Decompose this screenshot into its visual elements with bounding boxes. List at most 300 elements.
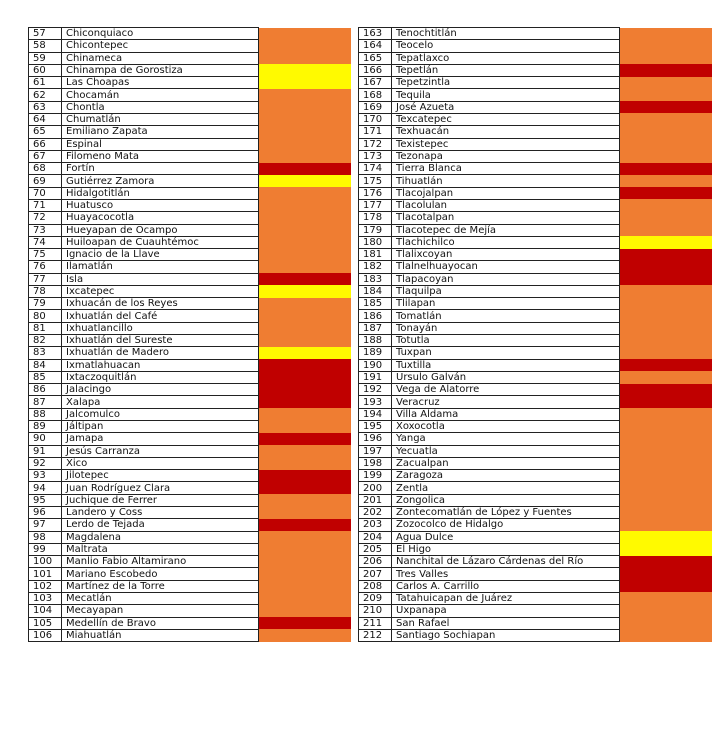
table-row <box>359 236 713 248</box>
table-row <box>29 482 352 494</box>
risk-level-swatch <box>620 531 713 543</box>
risk-level-swatch <box>620 519 713 531</box>
municipality-name: Tlaquilpa <box>392 285 620 297</box>
risk-level-swatch <box>259 64 352 76</box>
table-row <box>29 298 352 310</box>
municipality-name: Vega de Alatorre <box>392 384 620 396</box>
table-row <box>359 396 713 408</box>
municipality-number: 175 <box>359 175 392 187</box>
risk-level-swatch <box>259 445 352 457</box>
municipality-name: Jamapa <box>62 433 259 445</box>
municipality-number: 69 <box>29 175 62 187</box>
table-row <box>359 445 713 457</box>
municipality-number: 196 <box>359 433 392 445</box>
municipality-number: 72 <box>29 212 62 224</box>
municipality-number: 82 <box>29 335 62 347</box>
table-row <box>29 101 352 113</box>
table-body-left <box>29 28 352 642</box>
risk-level-swatch <box>259 126 352 138</box>
municipality-number: 163 <box>359 28 392 40</box>
table-row <box>359 556 713 568</box>
risk-level-swatch <box>620 421 713 433</box>
risk-level-swatch <box>620 89 713 101</box>
municipality-name: Maltrata <box>62 543 259 555</box>
municipality-number: 180 <box>359 236 392 248</box>
risk-level-swatch <box>620 347 713 359</box>
municipality-number: 173 <box>359 150 392 162</box>
table-row <box>29 187 352 199</box>
table-row <box>359 543 713 555</box>
municipality-name: Zontecomatlán de López y Fuentes <box>392 506 620 518</box>
table-row <box>359 163 713 175</box>
table-row <box>359 126 713 138</box>
risk-level-swatch <box>259 482 352 494</box>
table-row <box>359 150 713 162</box>
risk-level-swatch <box>620 150 713 162</box>
table-row <box>359 77 713 89</box>
municipality-number: 90 <box>29 433 62 445</box>
risk-level-swatch <box>259 629 352 641</box>
municipality-name: Fortín <box>62 163 259 175</box>
risk-level-swatch <box>259 298 352 310</box>
municipality-number: 167 <box>359 77 392 89</box>
table-row <box>29 28 352 40</box>
risk-level-swatch <box>620 52 713 64</box>
municipality-number: 168 <box>359 89 392 101</box>
municipality-number: 68 <box>29 163 62 175</box>
municipality-number: 60 <box>29 64 62 76</box>
municipality-number: 169 <box>359 101 392 113</box>
municipality-name: Tenochtitlán <box>392 28 620 40</box>
municipality-name: Tepatlaxco <box>392 52 620 64</box>
municipality-name: Jáltipan <box>62 421 259 433</box>
municipality-name: Tlapacoyan <box>392 273 620 285</box>
municipality-name: Chocamán <box>62 89 259 101</box>
municipality-name: Medellín de Bravo <box>62 617 259 629</box>
table-row <box>29 580 352 592</box>
table-row <box>359 310 713 322</box>
table-row <box>29 531 352 543</box>
municipality-name: Tomatlán <box>392 310 620 322</box>
municipality-name: Mecatlán <box>62 592 259 604</box>
table-row <box>359 592 713 604</box>
municipality-number: 172 <box>359 138 392 150</box>
municipality-number: 70 <box>29 187 62 199</box>
table-row <box>29 52 352 64</box>
municipality-number: 191 <box>359 371 392 383</box>
risk-level-swatch <box>259 384 352 396</box>
table-row <box>29 494 352 506</box>
municipality-name: Miahuatlán <box>62 629 259 641</box>
risk-level-swatch <box>259 224 352 236</box>
risk-level-swatch <box>620 445 713 457</box>
municipality-number: 205 <box>359 543 392 555</box>
municipality-name: Tlachichilco <box>392 236 620 248</box>
municipality-number: 84 <box>29 359 62 371</box>
table-row <box>359 617 713 629</box>
municipality-number: 195 <box>359 421 392 433</box>
risk-level-swatch <box>620 322 713 334</box>
risk-level-swatch <box>620 457 713 469</box>
risk-level-swatch <box>259 543 352 555</box>
table-row <box>359 470 713 482</box>
table-row <box>29 236 352 248</box>
municipality-name: Ixcatepec <box>62 285 259 297</box>
table-row <box>29 384 352 396</box>
risk-level-swatch <box>259 592 352 604</box>
risk-level-swatch <box>620 236 713 248</box>
risk-level-swatch <box>259 52 352 64</box>
table-row <box>359 605 713 617</box>
table-row <box>29 199 352 211</box>
table-row <box>359 384 713 396</box>
risk-level-swatch <box>259 199 352 211</box>
municipality-number: 63 <box>29 101 62 113</box>
risk-level-swatch <box>620 580 713 592</box>
table-row <box>359 506 713 518</box>
risk-level-swatch <box>620 77 713 89</box>
municipality-name: Juan Rodríguez Clara <box>62 482 259 494</box>
risk-level-swatch <box>259 371 352 383</box>
municipality-name: Huatusco <box>62 199 259 211</box>
risk-level-swatch <box>259 396 352 408</box>
table-row <box>29 445 352 457</box>
municipality-name: El Higo <box>392 543 620 555</box>
municipality-number: 200 <box>359 482 392 494</box>
risk-level-swatch <box>620 556 713 568</box>
risk-level-swatch <box>620 371 713 383</box>
table-row <box>359 347 713 359</box>
table-row <box>359 199 713 211</box>
risk-level-swatch <box>259 359 352 371</box>
municipality-number: 181 <box>359 249 392 261</box>
risk-level-swatch <box>620 494 713 506</box>
table-row <box>359 40 713 52</box>
table-row <box>359 113 713 125</box>
municipality-name: Chinampa de Gorostiza <box>62 64 259 76</box>
municipality-name: Landero y Coss <box>62 506 259 518</box>
table-row <box>359 580 713 592</box>
municipality-number: 106 <box>29 629 62 641</box>
risk-level-swatch <box>620 470 713 482</box>
municipality-number: 93 <box>29 470 62 482</box>
municipality-number: 61 <box>29 77 62 89</box>
municipality-number: 187 <box>359 322 392 334</box>
risk-level-swatch <box>620 249 713 261</box>
municipality-number: 176 <box>359 187 392 199</box>
municipality-name: Tlilapan <box>392 298 620 310</box>
risk-level-swatch <box>259 101 352 113</box>
municipality-number: 71 <box>29 199 62 211</box>
municipality-name: Villa Aldama <box>392 408 620 420</box>
table-row <box>359 359 713 371</box>
municipality-name: Ixhuacán de los Reyes <box>62 298 259 310</box>
municipality-number: 104 <box>29 605 62 617</box>
municipality-number: 100 <box>29 556 62 568</box>
municipality-number: 65 <box>29 126 62 138</box>
table-row <box>29 605 352 617</box>
municipality-name: Xico <box>62 457 259 469</box>
risk-level-swatch <box>259 28 352 40</box>
risk-level-swatch <box>620 433 713 445</box>
municipality-name: Espinal <box>62 138 259 150</box>
risk-level-swatch <box>620 273 713 285</box>
risk-level-swatch <box>620 629 713 641</box>
table-row <box>29 175 352 187</box>
table-row <box>359 531 713 543</box>
risk-level-swatch <box>620 359 713 371</box>
municipality-name: Jilotepec <box>62 470 259 482</box>
risk-level-swatch <box>620 617 713 629</box>
municipality-name: Tierra Blanca <box>392 163 620 175</box>
municipality-number: 91 <box>29 445 62 457</box>
municipality-number: 166 <box>359 64 392 76</box>
municipality-number: 197 <box>359 445 392 457</box>
municipality-name: Xalapa <box>62 396 259 408</box>
municipality-number: 64 <box>29 113 62 125</box>
risk-level-swatch <box>259 568 352 580</box>
municipality-number: 210 <box>359 605 392 617</box>
risk-level-swatch <box>259 335 352 347</box>
municipality-number: 174 <box>359 163 392 175</box>
municipality-number: 96 <box>29 506 62 518</box>
municipality-name: Tatahuicapan de Juárez <box>392 592 620 604</box>
municipality-number: 89 <box>29 421 62 433</box>
municipality-name: Martínez de la Torre <box>62 580 259 592</box>
risk-level-swatch <box>620 40 713 52</box>
municipality-table-right <box>358 27 712 642</box>
municipality-name: Carlos A. Carrillo <box>392 580 620 592</box>
table-row <box>29 519 352 531</box>
municipality-number: 79 <box>29 298 62 310</box>
municipality-name: Tlacojalpan <box>392 187 620 199</box>
risk-level-swatch <box>620 408 713 420</box>
municipality-name: Jalcomulco <box>62 408 259 420</box>
municipality-name: Tlalixcoyan <box>392 249 620 261</box>
municipality-name: Zaragoza <box>392 470 620 482</box>
table-row <box>29 457 352 469</box>
table-row <box>29 470 352 482</box>
risk-level-swatch <box>620 187 713 199</box>
table-row <box>29 89 352 101</box>
municipality-number: 184 <box>359 285 392 297</box>
risk-level-swatch <box>259 187 352 199</box>
municipality-name: Tequila <box>392 89 620 101</box>
risk-level-swatch <box>620 64 713 76</box>
municipality-number: 92 <box>29 457 62 469</box>
municipality-name: Chumatlán <box>62 113 259 125</box>
table-row <box>359 322 713 334</box>
municipality-name: Tonayán <box>392 322 620 334</box>
municipality-table-left <box>28 27 351 642</box>
table-row <box>359 629 713 641</box>
table-row <box>359 224 713 236</box>
table-row <box>359 482 713 494</box>
table-row <box>359 371 713 383</box>
municipality-name: Filomeno Mata <box>62 150 259 162</box>
municipality-number: 170 <box>359 113 392 125</box>
municipality-name: Ursulo Galván <box>392 371 620 383</box>
table-row <box>29 556 352 568</box>
municipality-name: Tres Valles <box>392 568 620 580</box>
table-row <box>29 113 352 125</box>
municipality-name: Tuxtilla <box>392 359 620 371</box>
table-row <box>29 543 352 555</box>
table-row <box>29 212 352 224</box>
risk-level-swatch <box>620 605 713 617</box>
municipality-name: Lerdo de Tejada <box>62 519 259 531</box>
risk-level-swatch <box>259 175 352 187</box>
municipality-number: 194 <box>359 408 392 420</box>
municipality-name: Uxpanapa <box>392 605 620 617</box>
table-row <box>359 408 713 420</box>
risk-level-swatch <box>620 310 713 322</box>
table-row <box>29 150 352 162</box>
municipality-number: 207 <box>359 568 392 580</box>
risk-level-swatch <box>259 310 352 322</box>
municipality-name: Ixmatlahuacan <box>62 359 259 371</box>
table-row <box>29 617 352 629</box>
table-row <box>29 163 352 175</box>
municipality-name: Huayacocotla <box>62 212 259 224</box>
risk-level-swatch <box>259 273 352 285</box>
municipality-number: 94 <box>29 482 62 494</box>
risk-level-swatch <box>620 482 713 494</box>
risk-level-swatch <box>620 101 713 113</box>
municipality-name: Emiliano Zapata <box>62 126 259 138</box>
municipality-name: Texcatepec <box>392 113 620 125</box>
table-row <box>359 52 713 64</box>
municipality-number: 83 <box>29 347 62 359</box>
municipality-number: 78 <box>29 285 62 297</box>
municipality-number: 103 <box>29 592 62 604</box>
municipality-name: Xoxocotla <box>392 421 620 433</box>
risk-level-swatch <box>620 28 713 40</box>
municipality-name: Yecuatla <box>392 445 620 457</box>
risk-level-swatch <box>259 531 352 543</box>
table-row <box>29 421 352 433</box>
risk-level-swatch <box>620 384 713 396</box>
municipality-number: 189 <box>359 347 392 359</box>
municipality-name: Texistepec <box>392 138 620 150</box>
municipality-name: Veracruz <box>392 396 620 408</box>
table-row <box>29 138 352 150</box>
risk-level-swatch <box>620 568 713 580</box>
municipality-number: 102 <box>29 580 62 592</box>
risk-level-swatch <box>259 285 352 297</box>
table-row <box>359 249 713 261</box>
risk-level-swatch <box>259 113 352 125</box>
table-row <box>29 629 352 641</box>
municipality-number: 204 <box>359 531 392 543</box>
municipality-name: Zongolica <box>392 494 620 506</box>
table-row <box>29 335 352 347</box>
municipality-name: Las Choapas <box>62 77 259 89</box>
risk-level-swatch <box>259 470 352 482</box>
risk-level-swatch <box>620 175 713 187</box>
municipality-name: Chontla <box>62 101 259 113</box>
municipality-number: 95 <box>29 494 62 506</box>
risk-level-swatch <box>620 212 713 224</box>
municipality-number: 75 <box>29 249 62 261</box>
municipality-number: 105 <box>29 617 62 629</box>
municipality-number: 186 <box>359 310 392 322</box>
municipality-number: 188 <box>359 335 392 347</box>
municipality-name: Zozocolco de Hidalgo <box>392 519 620 531</box>
table-row <box>29 64 352 76</box>
municipality-number: 74 <box>29 236 62 248</box>
municipality-number: 178 <box>359 212 392 224</box>
municipality-number: 73 <box>29 224 62 236</box>
municipality-number: 179 <box>359 224 392 236</box>
table-row <box>29 592 352 604</box>
table-row <box>359 335 713 347</box>
table-row <box>29 40 352 52</box>
municipality-number: 99 <box>29 543 62 555</box>
risk-level-swatch <box>259 347 352 359</box>
risk-level-swatch <box>620 126 713 138</box>
municipality-name: Tuxpan <box>392 347 620 359</box>
municipality-number: 190 <box>359 359 392 371</box>
risk-level-swatch <box>259 89 352 101</box>
risk-level-swatch <box>620 543 713 555</box>
table-row <box>29 433 352 445</box>
municipality-number: 182 <box>359 261 392 273</box>
municipality-number: 101 <box>29 568 62 580</box>
table-row <box>359 433 713 445</box>
table-row <box>29 77 352 89</box>
risk-level-swatch <box>259 40 352 52</box>
table-row <box>29 506 352 518</box>
table-row <box>359 261 713 273</box>
risk-level-swatch <box>259 261 352 273</box>
municipality-name: Tlacotalpan <box>392 212 620 224</box>
table-body-right <box>359 28 713 642</box>
municipality-name: Chinameca <box>62 52 259 64</box>
municipality-number: 85 <box>29 371 62 383</box>
municipality-number: 87 <box>29 396 62 408</box>
municipality-name: Hidalgotitlán <box>62 187 259 199</box>
municipality-name: Hueyapan de Ocampo <box>62 224 259 236</box>
municipality-name: Tlacotepec de Mejía <box>392 224 620 236</box>
municipality-number: 177 <box>359 199 392 211</box>
municipality-name: Jesús Carranza <box>62 445 259 457</box>
risk-level-swatch <box>259 322 352 334</box>
table-row <box>29 310 352 322</box>
municipality-number: 58 <box>29 40 62 52</box>
table-row <box>29 261 352 273</box>
table-row <box>29 126 352 138</box>
risk-level-swatch <box>620 113 713 125</box>
table-row <box>359 175 713 187</box>
municipality-number: 185 <box>359 298 392 310</box>
risk-level-swatch <box>620 298 713 310</box>
municipality-name: Ilamatlán <box>62 261 259 273</box>
table-row <box>29 273 352 285</box>
municipality-number: 206 <box>359 556 392 568</box>
risk-level-swatch <box>259 506 352 518</box>
municipality-number: 193 <box>359 396 392 408</box>
municipality-name: José Azueta <box>392 101 620 113</box>
risk-level-swatch <box>259 556 352 568</box>
table-row <box>29 396 352 408</box>
municipality-number: 76 <box>29 261 62 273</box>
municipality-number: 208 <box>359 580 392 592</box>
risk-level-swatch <box>259 494 352 506</box>
municipality-name: Magdalena <box>62 531 259 543</box>
municipality-name: Ixhuatlancillo <box>62 322 259 334</box>
table-row <box>359 138 713 150</box>
